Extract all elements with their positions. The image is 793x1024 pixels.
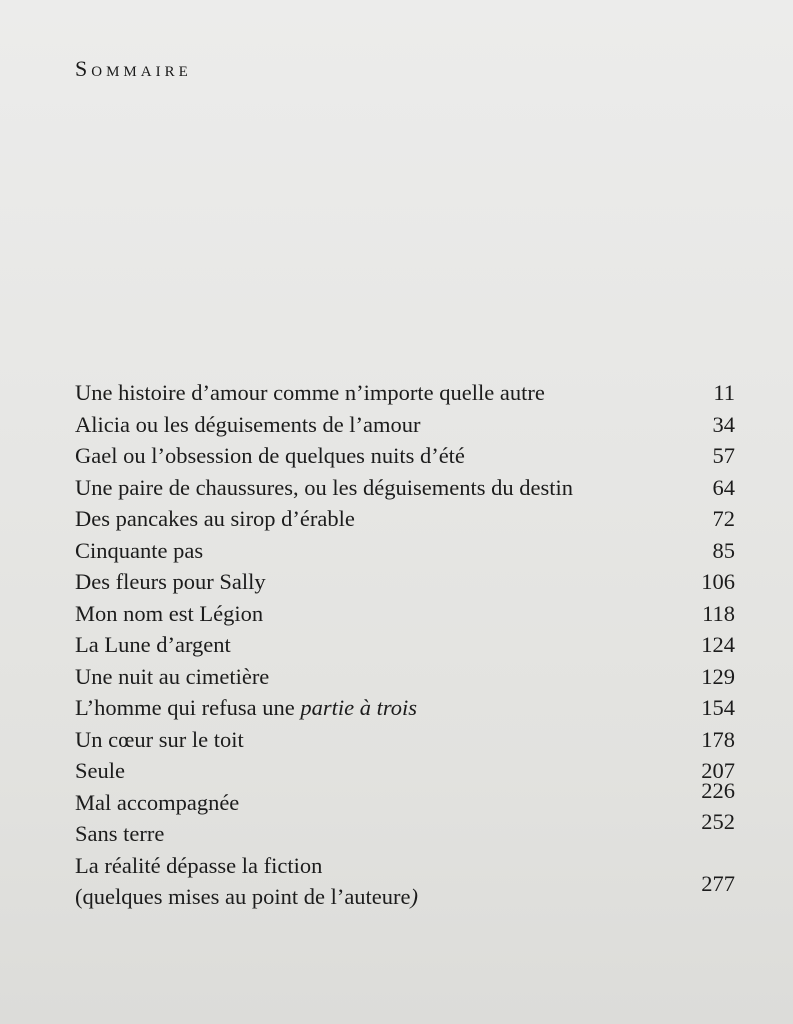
toc-entry-page: 85 <box>712 537 735 563</box>
toc-entry <box>75 661 735 693</box>
toc-entry <box>75 566 735 598</box>
toc-entry-title: Mon nom est Légion <box>75 600 264 626</box>
toc-entry-title: Seule <box>75 758 125 783</box>
page-title: Sommaire <box>75 56 192 81</box>
toc-entry-title-plain: L’homme qui refusa une <box>75 695 301 720</box>
toc-entry <box>75 377 735 409</box>
toc-entry-page: 106 <box>701 569 735 594</box>
toc-entry <box>75 809 735 850</box>
toc-entry <box>75 692 735 724</box>
toc-entry-title: Une histoire d’amour comme n’importe quelle autre <box>75 380 545 405</box>
toc-entry-page: 226 <box>701 777 735 803</box>
toc-entry-title <box>75 692 417 724</box>
toc-entry <box>75 777 735 819</box>
toc-entry-page: 124 <box>701 632 735 657</box>
toc-entry-title-line2-italic: ) <box>410 884 419 909</box>
toc-entry-title-italic: partie à trois <box>300 695 418 720</box>
toc-entry-page: 252 <box>701 809 735 834</box>
toc-entry <box>75 503 735 535</box>
toc-entry-title: Des fleurs pour Sally <box>75 569 266 594</box>
toc-entry-page: 118 <box>702 600 735 626</box>
toc-entry-title: Gael ou l’obsession de quelques nuits d’été <box>75 443 465 468</box>
toc-entry-page: 72 <box>712 506 735 531</box>
toc-entry <box>75 755 735 787</box>
toc-entry-page: 57 <box>712 443 735 468</box>
toc-entry-page: 207 <box>701 758 735 783</box>
toc-entry-title: Une paire de chaussures, ou les déguisements du destin <box>75 474 573 500</box>
toc-entry-title: Sans terre <box>75 821 165 846</box>
toc-entry-title: Alicia ou les déguisements de l’amour <box>75 411 421 437</box>
toc-entry-page: 178 <box>701 726 735 752</box>
toc-entry <box>75 724 735 756</box>
toc-entry-title: Un cœur sur le toit <box>75 726 244 752</box>
toc-entry-title: Cinquante pas <box>75 537 204 563</box>
toc-entry-title: La Lune d’argent <box>75 632 231 657</box>
toc-entry-page: 277 <box>701 870 735 896</box>
toc-entry <box>75 535 735 567</box>
toc-entry <box>75 598 735 630</box>
toc-entry-title: Mal accompagnée <box>75 789 240 815</box>
toc-entry <box>75 440 735 472</box>
toc-entry <box>75 629 735 661</box>
toc-entry-title: La réalité dépasse la fiction <box>75 852 323 878</box>
toc-entry <box>75 472 735 504</box>
toc-entry <box>75 409 735 441</box>
toc-entry <box>75 850 735 913</box>
toc-entry-page: 129 <box>701 663 735 689</box>
toc-entry-page: 11 <box>713 380 735 405</box>
toc-entry-page: 64 <box>712 474 735 500</box>
toc-entry-title: Une nuit au cimetière <box>75 663 270 689</box>
table-of-contents <box>75 377 735 913</box>
toc-entry-title-line2 <box>75 881 418 913</box>
toc-entry-title: Des pancakes au sirop d’érable <box>75 506 355 531</box>
toc-entry-title-line2-plain: (quelques mises au point de l’auteure <box>75 884 411 909</box>
toc-entry-page: 154 <box>701 695 735 720</box>
toc-entry-page: 34 <box>712 411 735 437</box>
